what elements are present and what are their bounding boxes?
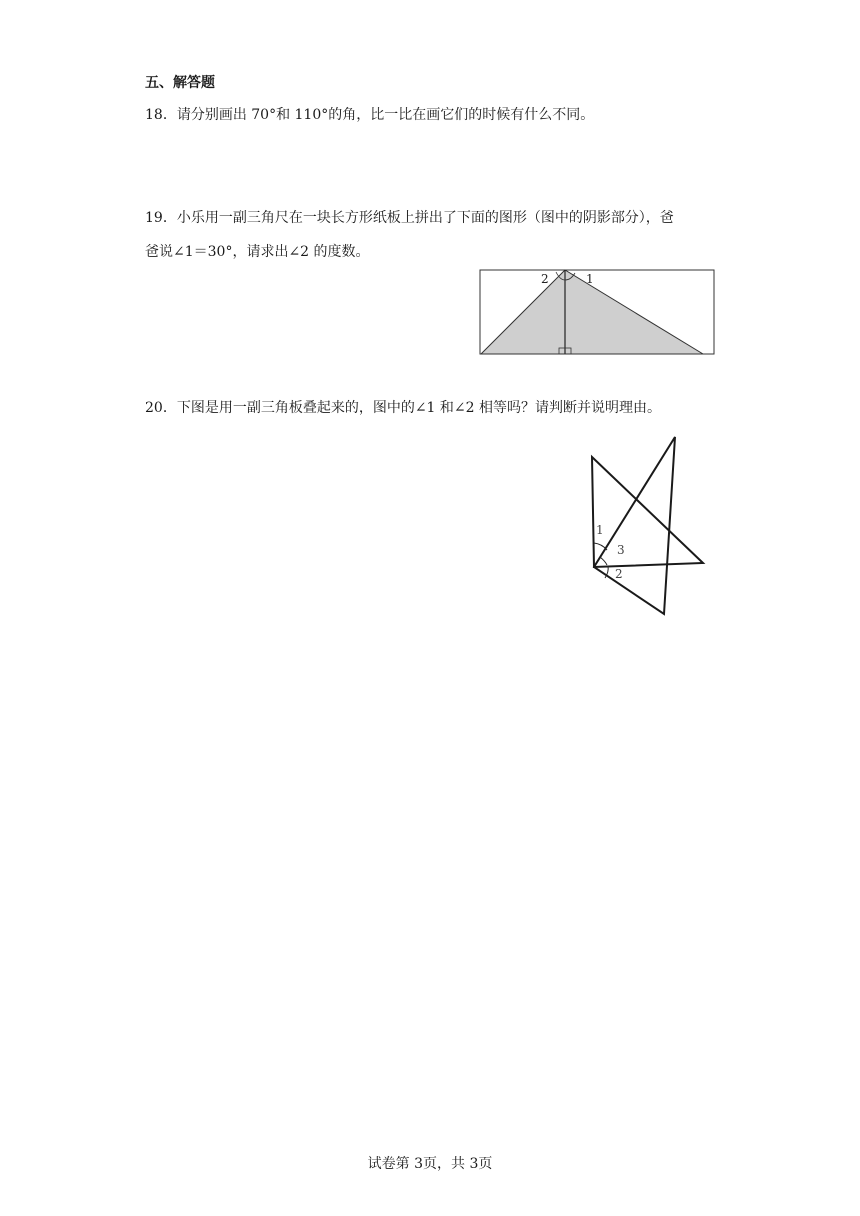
angle-2-label: 2 [615,567,623,581]
question-20-figure [585,432,710,622]
angle-3-label: 3 [617,543,625,557]
triangle-ruler-a [592,457,703,567]
angle-1-label: 1 [596,523,604,537]
question-20-text: 20．下图是用一副三角板叠起来的，图中的∠1 和∠2 相等吗？请判断并说明理由。 [145,400,661,416]
angle-1-label: 1 [586,272,594,286]
question-19-figure [478,268,716,358]
question-19-text-line-1: 19．小乐用一副三角尺在一块长方形纸板上拼出了下面的图形（图中的阴影部分），爸 [145,210,674,226]
question-19-text-line-2: 爸说∠1＝30°，请求出∠2 的度数。 [145,244,370,260]
section-title: 五、解答题 [145,75,215,91]
page-footer: 试卷第 3页，共 3页 [367,1156,493,1172]
angle-2-label: 2 [541,272,549,286]
question-18-text: 18．请分别画出 70°和 110°的角，比一比在画它们的时候有什么不同。 [145,107,595,123]
angle-3-arc [600,557,607,565]
